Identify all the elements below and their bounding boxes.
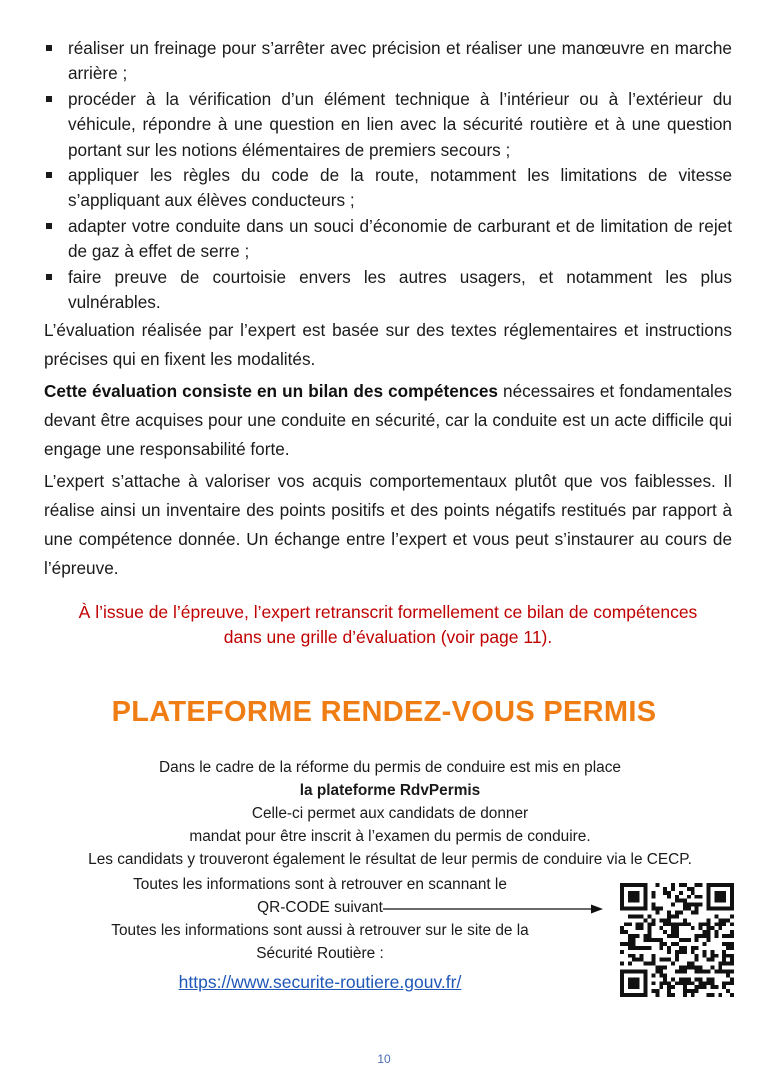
- requirements-list: [44, 36, 732, 315]
- square-bullet-icon: [46, 45, 52, 51]
- qr-code-icon[interactable]: [620, 883, 734, 997]
- competence-rest: nécessaires et fondamentales devant être acquises pour une conduite en sécurité, car la conduite est un acte difficile qui engage une responsabilité forte.: [44, 381, 733, 459]
- arrow-right-icon: [383, 902, 603, 916]
- securite-routiere-link[interactable]: https://www.securite-routiere.gouv.fr/: [178, 972, 462, 992]
- list-item: réaliser un freinage pour s’arrêter avec précision et réaliser une manœuvre en marche arrière ;: [44, 36, 732, 87]
- evaluation-grid-note: À l’issue de l’épreuve, l’expert retranscrit formellement ce bilan de compétences dans une grille d’évaluation (voir page 11).: [78, 602, 698, 647]
- platform-title: PLATEFORME RENDEZ-VOUS PERMIS: [111, 696, 657, 728]
- list-item: appliquer les règles du code de la route, notamment les limitations de vitesse s’appliquant aux élèves conducteurs ;: [44, 163, 732, 214]
- qr-instructions: Toutes les informations sont à retrouver en scannant le QR-CODE suivant Toutes les informations sont aussi à retrouver sur le site de la Sécurité Routière : https://www.securite-routiere.gouv.fr/: [60, 873, 580, 997]
- list-item: faire preuve de courtoisie envers les autres usagers, et notamment les plus vulnérables.: [44, 265, 732, 316]
- square-bullet-icon: [46, 96, 52, 102]
- competence-paragraph: [44, 377, 732, 464]
- expert-paragraph: L’expert s’attache à valoriser vos acquis comportementaux plutôt que vos faiblesses. Il réalise ainsi un inventaire des points positifs et des points négatifs restitués par rapport à une compétence donnée. Un échange entre l’expert et vous peut s’instaurer au cours de l’épreuve.: [44, 471, 732, 578]
- square-bullet-icon: [46, 274, 52, 280]
- list-item: procéder à la vérification d’un élément technique à l’intérieur ou à l’extérieur du véhicule, répondre à une question en lien avec la sécurité routière et à une question portant sur les notions élémentaires de premiers secours ;: [44, 87, 732, 163]
- platform-info: Dans le cadre de la réforme du permis de conduire est mis en place la plateforme RdvPermis Celle-ci permet aux candidats de donner mandat pour être inscrit à l’examen du permis de conduire. Les candidats y trouveront également le résultat de leur permis de conduire via le CECP.: [88, 759, 692, 868]
- list-item: adapter votre conduite dans un souci d’économie de carburant et de limitation de rejet de gaz à effet de serre ;: [44, 214, 732, 265]
- evaluation-paragraph: L’évaluation réalisée par l’expert est basée sur des textes réglementaires et instructions précises qui en fixent les modalités.: [44, 320, 732, 369]
- competence-bold-lead: Cette évaluation consiste en un bilan des compétences: [44, 381, 498, 401]
- square-bullet-icon: [46, 172, 52, 178]
- page-number: 10: [377, 1052, 391, 1066]
- platform-name: la plateforme RdvPermis: [299, 782, 481, 799]
- square-bullet-icon: [46, 223, 52, 229]
